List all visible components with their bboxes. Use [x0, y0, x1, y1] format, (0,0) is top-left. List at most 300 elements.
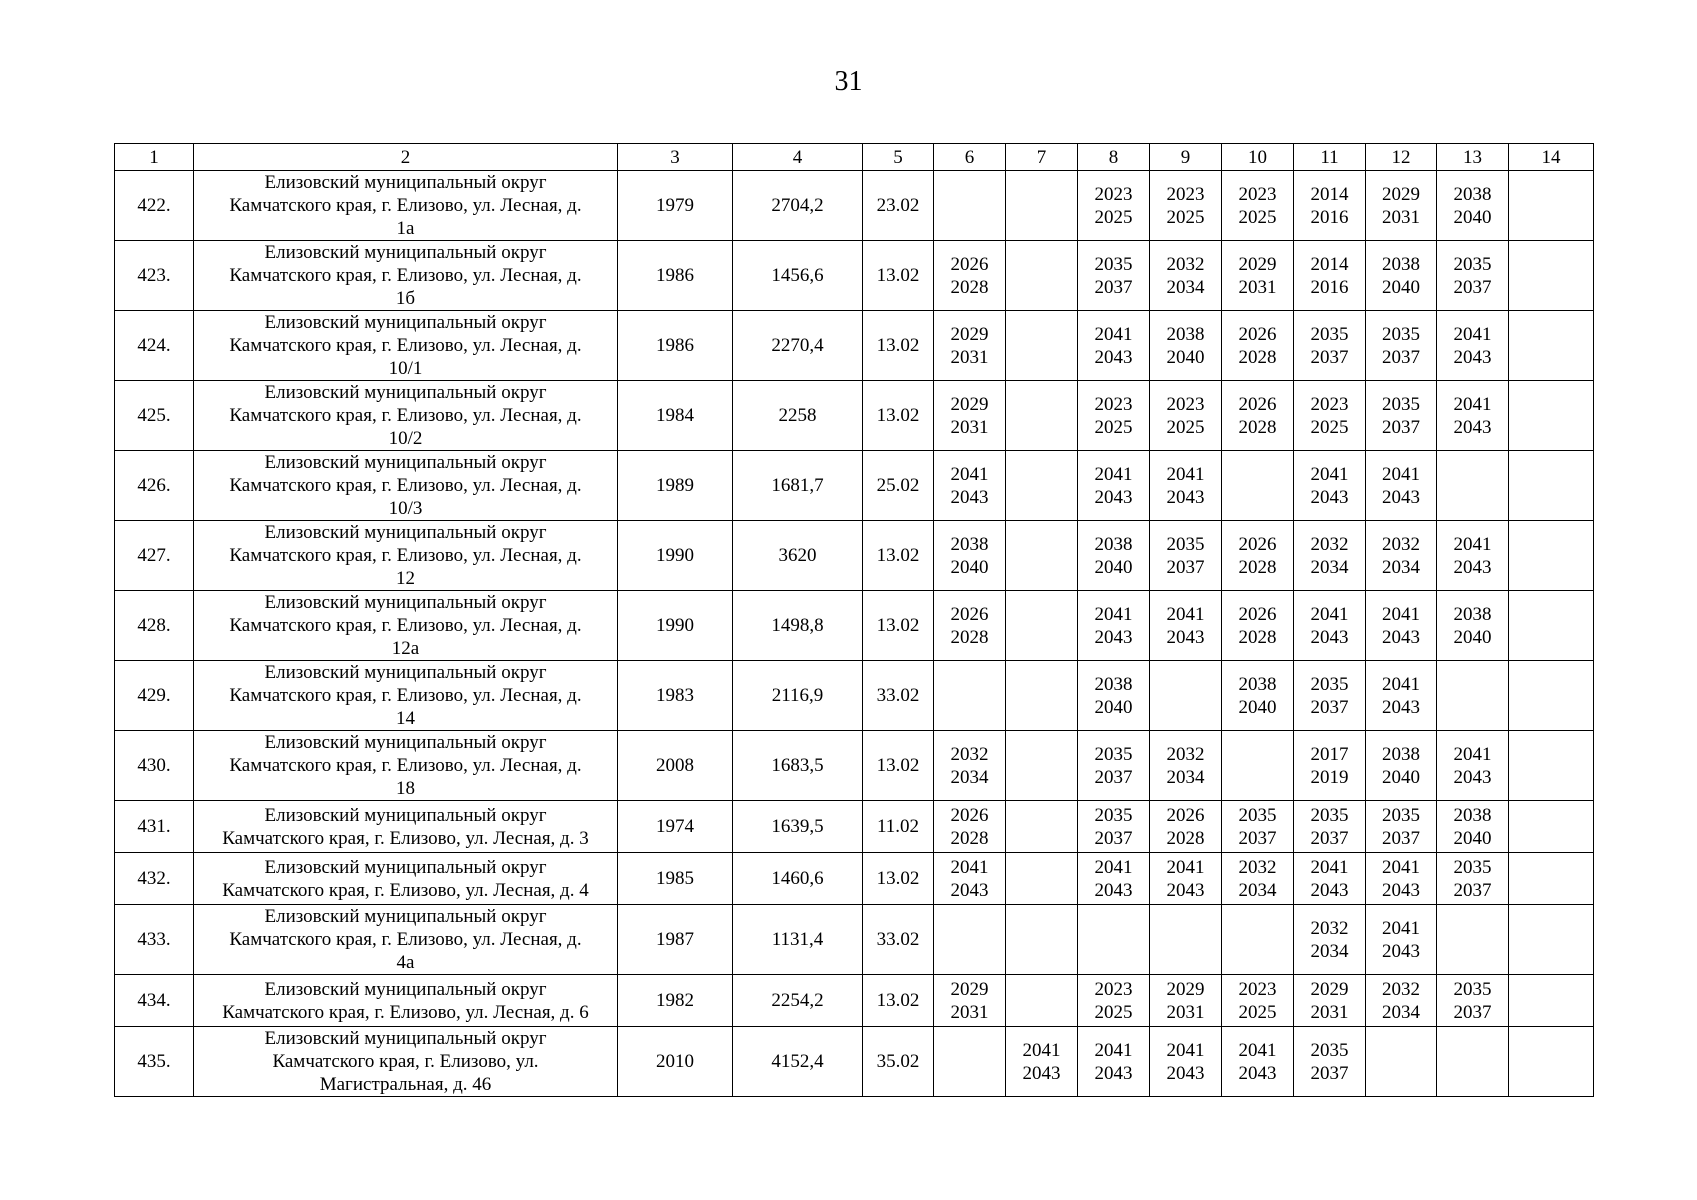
period-year: 2035 [1094, 253, 1133, 275]
period-year: 2043 [1166, 1062, 1205, 1084]
period-cell-9 [1150, 975, 1222, 1027]
code-cell: 13.02 [863, 241, 934, 311]
code-cell: 13.02 [863, 311, 934, 381]
row-number: 434. [115, 975, 194, 1027]
period-cell-7 [1006, 381, 1078, 451]
period-year: 2035 [1238, 804, 1277, 826]
period-year: 2037 [1453, 1001, 1492, 1023]
period-year: 2028 [1238, 416, 1277, 438]
period-year: 2040 [1382, 766, 1420, 788]
table-row [115, 905, 1594, 975]
address-cell [194, 451, 618, 521]
period-cell-10 [1222, 311, 1294, 381]
period-cell-9 [1150, 661, 1222, 731]
period-year: 2038 [1166, 323, 1205, 345]
period-year: 2040 [1094, 696, 1133, 718]
address-line: Камчатского края, г. Елизово, ул. Лесная, д. [229, 929, 582, 950]
period-cell-13 [1437, 521, 1509, 591]
address-line: Камчатского края, г. Елизово, ул. Лесная, д. [229, 685, 582, 706]
period-cell-11 [1294, 661, 1366, 731]
period-cell-14 [1509, 853, 1594, 905]
period-cell-10 [1222, 381, 1294, 451]
period-cell-6 [934, 451, 1006, 521]
period-year: 2026 [1238, 603, 1277, 625]
column-header-9: 9 [1150, 144, 1222, 171]
period-year: 2041 [1382, 917, 1420, 939]
period-cell-13 [1437, 171, 1509, 241]
address-line: Камчатского края, г. Елизово, ул. Лесная, д. [229, 195, 582, 216]
row-number: 432. [115, 853, 194, 905]
period-year: 2035 [1094, 743, 1133, 765]
period-cell-10 [1222, 521, 1294, 591]
period-year: 2025 [1166, 416, 1205, 438]
period-year: 2031 [1166, 1001, 1205, 1023]
address-line: Елизовский муниципальный округ [264, 592, 547, 613]
column-header-8: 8 [1078, 144, 1150, 171]
period-year: 2026 [1166, 804, 1205, 826]
period-cell-11 [1294, 241, 1366, 311]
period-year: 2041 [1310, 856, 1349, 878]
period-cell-9 [1150, 853, 1222, 905]
code-cell: 23.02 [863, 171, 934, 241]
address-line: 10/2 [388, 428, 423, 449]
code-cell: 13.02 [863, 521, 934, 591]
period-cell-6 [934, 521, 1006, 591]
address-line: Елизовский муниципальный округ [264, 732, 547, 753]
address-cell [194, 171, 618, 241]
total-area: 3620 [733, 521, 863, 591]
period-cell-7 [1006, 451, 1078, 521]
period-year: 2038 [1238, 673, 1277, 695]
period-year: 2031 [950, 416, 989, 438]
period-year: 2041 [1094, 323, 1133, 345]
period-cell-12 [1366, 241, 1437, 311]
period-year: 2043 [1166, 626, 1205, 648]
period-year: 2037 [1382, 416, 1420, 438]
period-cell-8 [1078, 905, 1150, 975]
address-line: Елизовский муниципальный округ [264, 242, 547, 263]
period-cell-13 [1437, 731, 1509, 801]
address-line: Камчатского края, г. Елизово, ул. Лесная, д. 6 [222, 1001, 589, 1023]
period-year: 2043 [1094, 626, 1133, 648]
address-cell [194, 1027, 618, 1097]
address-line: Елизовский муниципальный округ [264, 856, 547, 878]
period-cell-10 [1222, 451, 1294, 521]
period-cell-13 [1437, 975, 1509, 1027]
period-cell-12 [1366, 591, 1437, 661]
address-cell [194, 905, 618, 975]
period-year: 2041 [1166, 603, 1205, 625]
total-area: 1639,5 [733, 801, 863, 853]
period-year: 2041 [1022, 1039, 1061, 1061]
table-row [115, 591, 1594, 661]
period-cell-8 [1078, 521, 1150, 591]
period-year: 2029 [1238, 253, 1277, 275]
address-line: Камчатского края, г. Елизово, ул. Лесная, д. 4 [222, 879, 589, 901]
code-cell: 13.02 [863, 591, 934, 661]
row-number: 427. [115, 521, 194, 591]
period-cell-14 [1509, 451, 1594, 521]
period-year: 2043 [1453, 346, 1492, 368]
total-area: 2258 [733, 381, 863, 451]
period-year: 2037 [1166, 556, 1205, 578]
address-cell [194, 731, 618, 801]
period-cell-9 [1150, 591, 1222, 661]
address-line: Камчатского края, г. Елизово, ул. Лесная, д. [229, 265, 582, 286]
period-year: 2041 [1382, 603, 1420, 625]
period-cell-7 [1006, 171, 1078, 241]
address-cell [194, 591, 618, 661]
period-year: 2035 [1453, 253, 1492, 275]
address-line: Елизовский муниципальный округ [264, 522, 547, 543]
build-year: 1979 [618, 171, 733, 241]
period-cell-11 [1294, 521, 1366, 591]
period-year: 2014 [1310, 253, 1349, 275]
period-year: 2032 [1166, 253, 1205, 275]
period-cell-11 [1294, 905, 1366, 975]
period-year: 2029 [1382, 183, 1420, 205]
build-year: 1990 [618, 591, 733, 661]
address-line: Елизовский муниципальный округ [264, 662, 547, 683]
address-line: 1а [396, 218, 415, 239]
period-cell-10 [1222, 591, 1294, 661]
period-year: 2034 [1310, 940, 1349, 962]
row-number: 429. [115, 661, 194, 731]
period-year: 2031 [950, 1001, 989, 1023]
period-year: 2043 [1382, 486, 1420, 508]
period-year: 2043 [1094, 486, 1133, 508]
period-cell-7 [1006, 661, 1078, 731]
column-header-7: 7 [1006, 144, 1078, 171]
address-line: 10/1 [388, 358, 423, 379]
period-cell-6 [934, 801, 1006, 853]
period-year: 2037 [1310, 1062, 1349, 1084]
period-year: 2016 [1310, 206, 1349, 228]
address-cell [194, 975, 618, 1027]
period-cell-10 [1222, 905, 1294, 975]
period-cell-9 [1150, 905, 1222, 975]
period-year: 2035 [1310, 1039, 1349, 1061]
period-cell-6 [934, 731, 1006, 801]
address-line: Камчатского края, г. Елизово, ул. Лесная, д. [229, 405, 582, 426]
address-line: 1б [395, 288, 416, 309]
column-header-6: 6 [934, 144, 1006, 171]
address-line: Камчатского края, г. Елизово, ул. Лесная, д. [229, 335, 582, 356]
table-row [115, 171, 1594, 241]
period-year: 2040 [1382, 276, 1420, 298]
period-year: 2028 [1166, 827, 1205, 849]
table-row [115, 381, 1594, 451]
row-number: 422. [115, 171, 194, 241]
period-year: 2037 [1382, 346, 1420, 368]
period-cell-6 [934, 381, 1006, 451]
period-year: 2028 [950, 276, 989, 298]
build-year: 2010 [618, 1027, 733, 1097]
period-year: 2032 [1238, 856, 1277, 878]
address-line: 12а [391, 638, 420, 659]
period-cell-8 [1078, 1027, 1150, 1097]
period-cell-12 [1366, 661, 1437, 731]
row-number: 431. [115, 801, 194, 853]
table-row [115, 853, 1594, 905]
period-year: 2043 [1310, 486, 1349, 508]
period-cell-8 [1078, 853, 1150, 905]
period-year: 2034 [1166, 766, 1205, 788]
code-cell: 35.02 [863, 1027, 934, 1097]
address-line: 18 [396, 778, 415, 799]
period-cell-12 [1366, 171, 1437, 241]
period-cell-10 [1222, 731, 1294, 801]
address-cell [194, 311, 618, 381]
period-year: 2041 [1453, 743, 1492, 765]
period-cell-8 [1078, 661, 1150, 731]
period-year: 2041 [1166, 856, 1205, 878]
period-year: 2037 [1453, 879, 1492, 901]
period-year: 2026 [1238, 323, 1277, 345]
period-year: 2041 [1166, 1039, 1205, 1061]
period-cell-6 [934, 975, 1006, 1027]
period-year: 2038 [1382, 253, 1420, 275]
period-year: 2023 [1094, 183, 1133, 205]
code-cell: 13.02 [863, 853, 934, 905]
period-cell-9 [1150, 801, 1222, 853]
period-cell-9 [1150, 1027, 1222, 1097]
column-header-11: 11 [1294, 144, 1366, 171]
total-area: 1498,8 [733, 591, 863, 661]
table-row [115, 975, 1594, 1027]
total-area: 2254,2 [733, 975, 863, 1027]
row-number: 425. [115, 381, 194, 451]
period-cell-8 [1078, 801, 1150, 853]
period-year: 2026 [950, 253, 989, 275]
period-year: 2037 [1094, 276, 1133, 298]
row-number: 430. [115, 731, 194, 801]
period-cell-13 [1437, 1027, 1509, 1097]
period-year: 2029 [950, 978, 989, 1000]
period-cell-13 [1437, 661, 1509, 731]
build-year: 1974 [618, 801, 733, 853]
period-year: 2028 [1238, 556, 1277, 578]
address-line: 4а [396, 952, 415, 973]
period-cell-13 [1437, 311, 1509, 381]
period-cell-10 [1222, 661, 1294, 731]
period-cell-7 [1006, 311, 1078, 381]
period-year: 2025 [1166, 206, 1205, 228]
period-year: 2032 [950, 743, 989, 765]
code-cell: 13.02 [863, 975, 934, 1027]
code-cell: 25.02 [863, 451, 934, 521]
period-year: 2014 [1310, 183, 1349, 205]
period-year: 2041 [1382, 856, 1420, 878]
period-cell-9 [1150, 521, 1222, 591]
address-line: Камчатского края, г. Елизово, ул. [272, 1051, 539, 1072]
table-header-row [115, 144, 1594, 171]
total-area: 1683,5 [733, 731, 863, 801]
period-year: 2023 [1166, 393, 1205, 415]
period-year: 2038 [1453, 183, 1492, 205]
period-year: 2043 [1382, 696, 1420, 718]
build-year: 2008 [618, 731, 733, 801]
period-year: 2032 [1382, 978, 1420, 1000]
period-cell-12 [1366, 381, 1437, 451]
period-year: 2034 [1166, 276, 1205, 298]
period-year: 2019 [1310, 766, 1349, 788]
address-line: Елизовский муниципальный округ [264, 172, 547, 193]
total-area: 1456,6 [733, 241, 863, 311]
period-cell-11 [1294, 381, 1366, 451]
period-cell-8 [1078, 311, 1150, 381]
period-cell-7 [1006, 975, 1078, 1027]
address-line: Елизовский муниципальный округ [264, 312, 547, 333]
period-cell-14 [1509, 905, 1594, 975]
table-row [115, 1027, 1594, 1097]
period-year: 2017 [1310, 743, 1349, 765]
period-year: 2025 [1094, 206, 1133, 228]
period-year: 2041 [1094, 463, 1133, 485]
row-number: 424. [115, 311, 194, 381]
period-year: 2043 [1022, 1062, 1061, 1084]
period-year: 2023 [1238, 183, 1277, 205]
build-year: 1985 [618, 853, 733, 905]
period-year: 2041 [1453, 533, 1492, 555]
period-cell-11 [1294, 731, 1366, 801]
period-year: 2025 [1238, 206, 1277, 228]
period-year: 2043 [1310, 626, 1349, 648]
period-cell-13 [1437, 381, 1509, 451]
period-year: 2032 [1310, 533, 1349, 555]
address-line: 10/3 [388, 498, 423, 519]
period-year: 2025 [1310, 416, 1349, 438]
period-cell-7 [1006, 853, 1078, 905]
period-year: 2043 [1094, 1062, 1133, 1084]
period-year: 2031 [1310, 1001, 1349, 1023]
period-year: 2043 [1310, 879, 1349, 901]
period-year: 2043 [950, 879, 989, 901]
period-year: 2038 [1453, 804, 1492, 826]
period-year: 2029 [1166, 978, 1205, 1000]
period-year: 2041 [1094, 603, 1133, 625]
period-year: 2043 [1094, 346, 1133, 368]
period-cell-6 [934, 853, 1006, 905]
period-year: 2040 [1238, 696, 1277, 718]
period-year: 2023 [1238, 978, 1277, 1000]
period-year: 2037 [1238, 827, 1277, 849]
column-header-3: 3 [618, 144, 733, 171]
period-cell-11 [1294, 853, 1366, 905]
period-cell-10 [1222, 171, 1294, 241]
total-area: 2704,2 [733, 171, 863, 241]
build-year: 1987 [618, 905, 733, 975]
period-year: 2023 [1310, 393, 1349, 415]
period-cell-6 [934, 241, 1006, 311]
period-cell-10 [1222, 975, 1294, 1027]
table-row [115, 521, 1594, 591]
table-row [115, 241, 1594, 311]
column-header-10: 10 [1222, 144, 1294, 171]
total-area: 1460,6 [733, 853, 863, 905]
period-cell-14 [1509, 591, 1594, 661]
address-line: Елизовский муниципальный округ [264, 906, 547, 927]
period-cell-7 [1006, 801, 1078, 853]
code-cell: 11.02 [863, 801, 934, 853]
table-body [115, 171, 1594, 1097]
period-cell-8 [1078, 241, 1150, 311]
period-year: 2023 [1166, 183, 1205, 205]
period-year: 2035 [1382, 393, 1420, 415]
period-year: 2037 [1382, 827, 1420, 849]
build-year: 1982 [618, 975, 733, 1027]
period-year: 2043 [1382, 879, 1420, 901]
period-cell-9 [1150, 451, 1222, 521]
period-cell-12 [1366, 731, 1437, 801]
table-row [115, 661, 1594, 731]
period-cell-12 [1366, 975, 1437, 1027]
total-area: 4152,4 [733, 1027, 863, 1097]
period-year: 2040 [1453, 626, 1492, 648]
column-header-4: 4 [733, 144, 863, 171]
period-cell-13 [1437, 905, 1509, 975]
address-cell [194, 853, 618, 905]
column-header-2: 2 [194, 144, 618, 171]
period-cell-9 [1150, 381, 1222, 451]
period-year: 2038 [1094, 673, 1133, 695]
build-year: 1986 [618, 311, 733, 381]
period-year: 2040 [1453, 827, 1492, 849]
period-year: 2038 [1094, 533, 1133, 555]
period-cell-13 [1437, 451, 1509, 521]
period-year: 2043 [1382, 940, 1420, 962]
column-header-12: 12 [1366, 144, 1437, 171]
period-cell-11 [1294, 451, 1366, 521]
housing-registry-table [114, 143, 1594, 1097]
period-cell-11 [1294, 1027, 1366, 1097]
row-number: 428. [115, 591, 194, 661]
address-cell [194, 241, 618, 311]
period-year: 2028 [950, 827, 989, 849]
period-year: 2026 [1238, 393, 1277, 415]
period-cell-8 [1078, 381, 1150, 451]
period-cell-11 [1294, 171, 1366, 241]
period-cell-13 [1437, 801, 1509, 853]
period-cell-12 [1366, 1027, 1437, 1097]
period-year: 2034 [1238, 879, 1277, 901]
period-year: 2035 [1453, 856, 1492, 878]
period-year: 2035 [1453, 978, 1492, 1000]
row-number: 423. [115, 241, 194, 311]
period-cell-12 [1366, 801, 1437, 853]
table-row [115, 451, 1594, 521]
column-header-13: 13 [1437, 144, 1509, 171]
period-year: 2041 [1238, 1039, 1277, 1061]
build-year: 1984 [618, 381, 733, 451]
period-year: 2041 [950, 463, 989, 485]
period-cell-14 [1509, 521, 1594, 591]
period-cell-12 [1366, 905, 1437, 975]
table-row [115, 731, 1594, 801]
period-year: 2041 [1310, 463, 1349, 485]
period-year: 2035 [1166, 533, 1205, 555]
period-cell-14 [1509, 801, 1594, 853]
address-line: Елизовский муниципальный округ [264, 978, 547, 1000]
table-row [115, 801, 1594, 853]
period-cell-11 [1294, 311, 1366, 381]
period-year: 2043 [1453, 766, 1492, 788]
period-cell-12 [1366, 853, 1437, 905]
period-year: 2041 [1310, 603, 1349, 625]
period-year: 2032 [1166, 743, 1205, 765]
period-cell-9 [1150, 241, 1222, 311]
period-cell-8 [1078, 451, 1150, 521]
